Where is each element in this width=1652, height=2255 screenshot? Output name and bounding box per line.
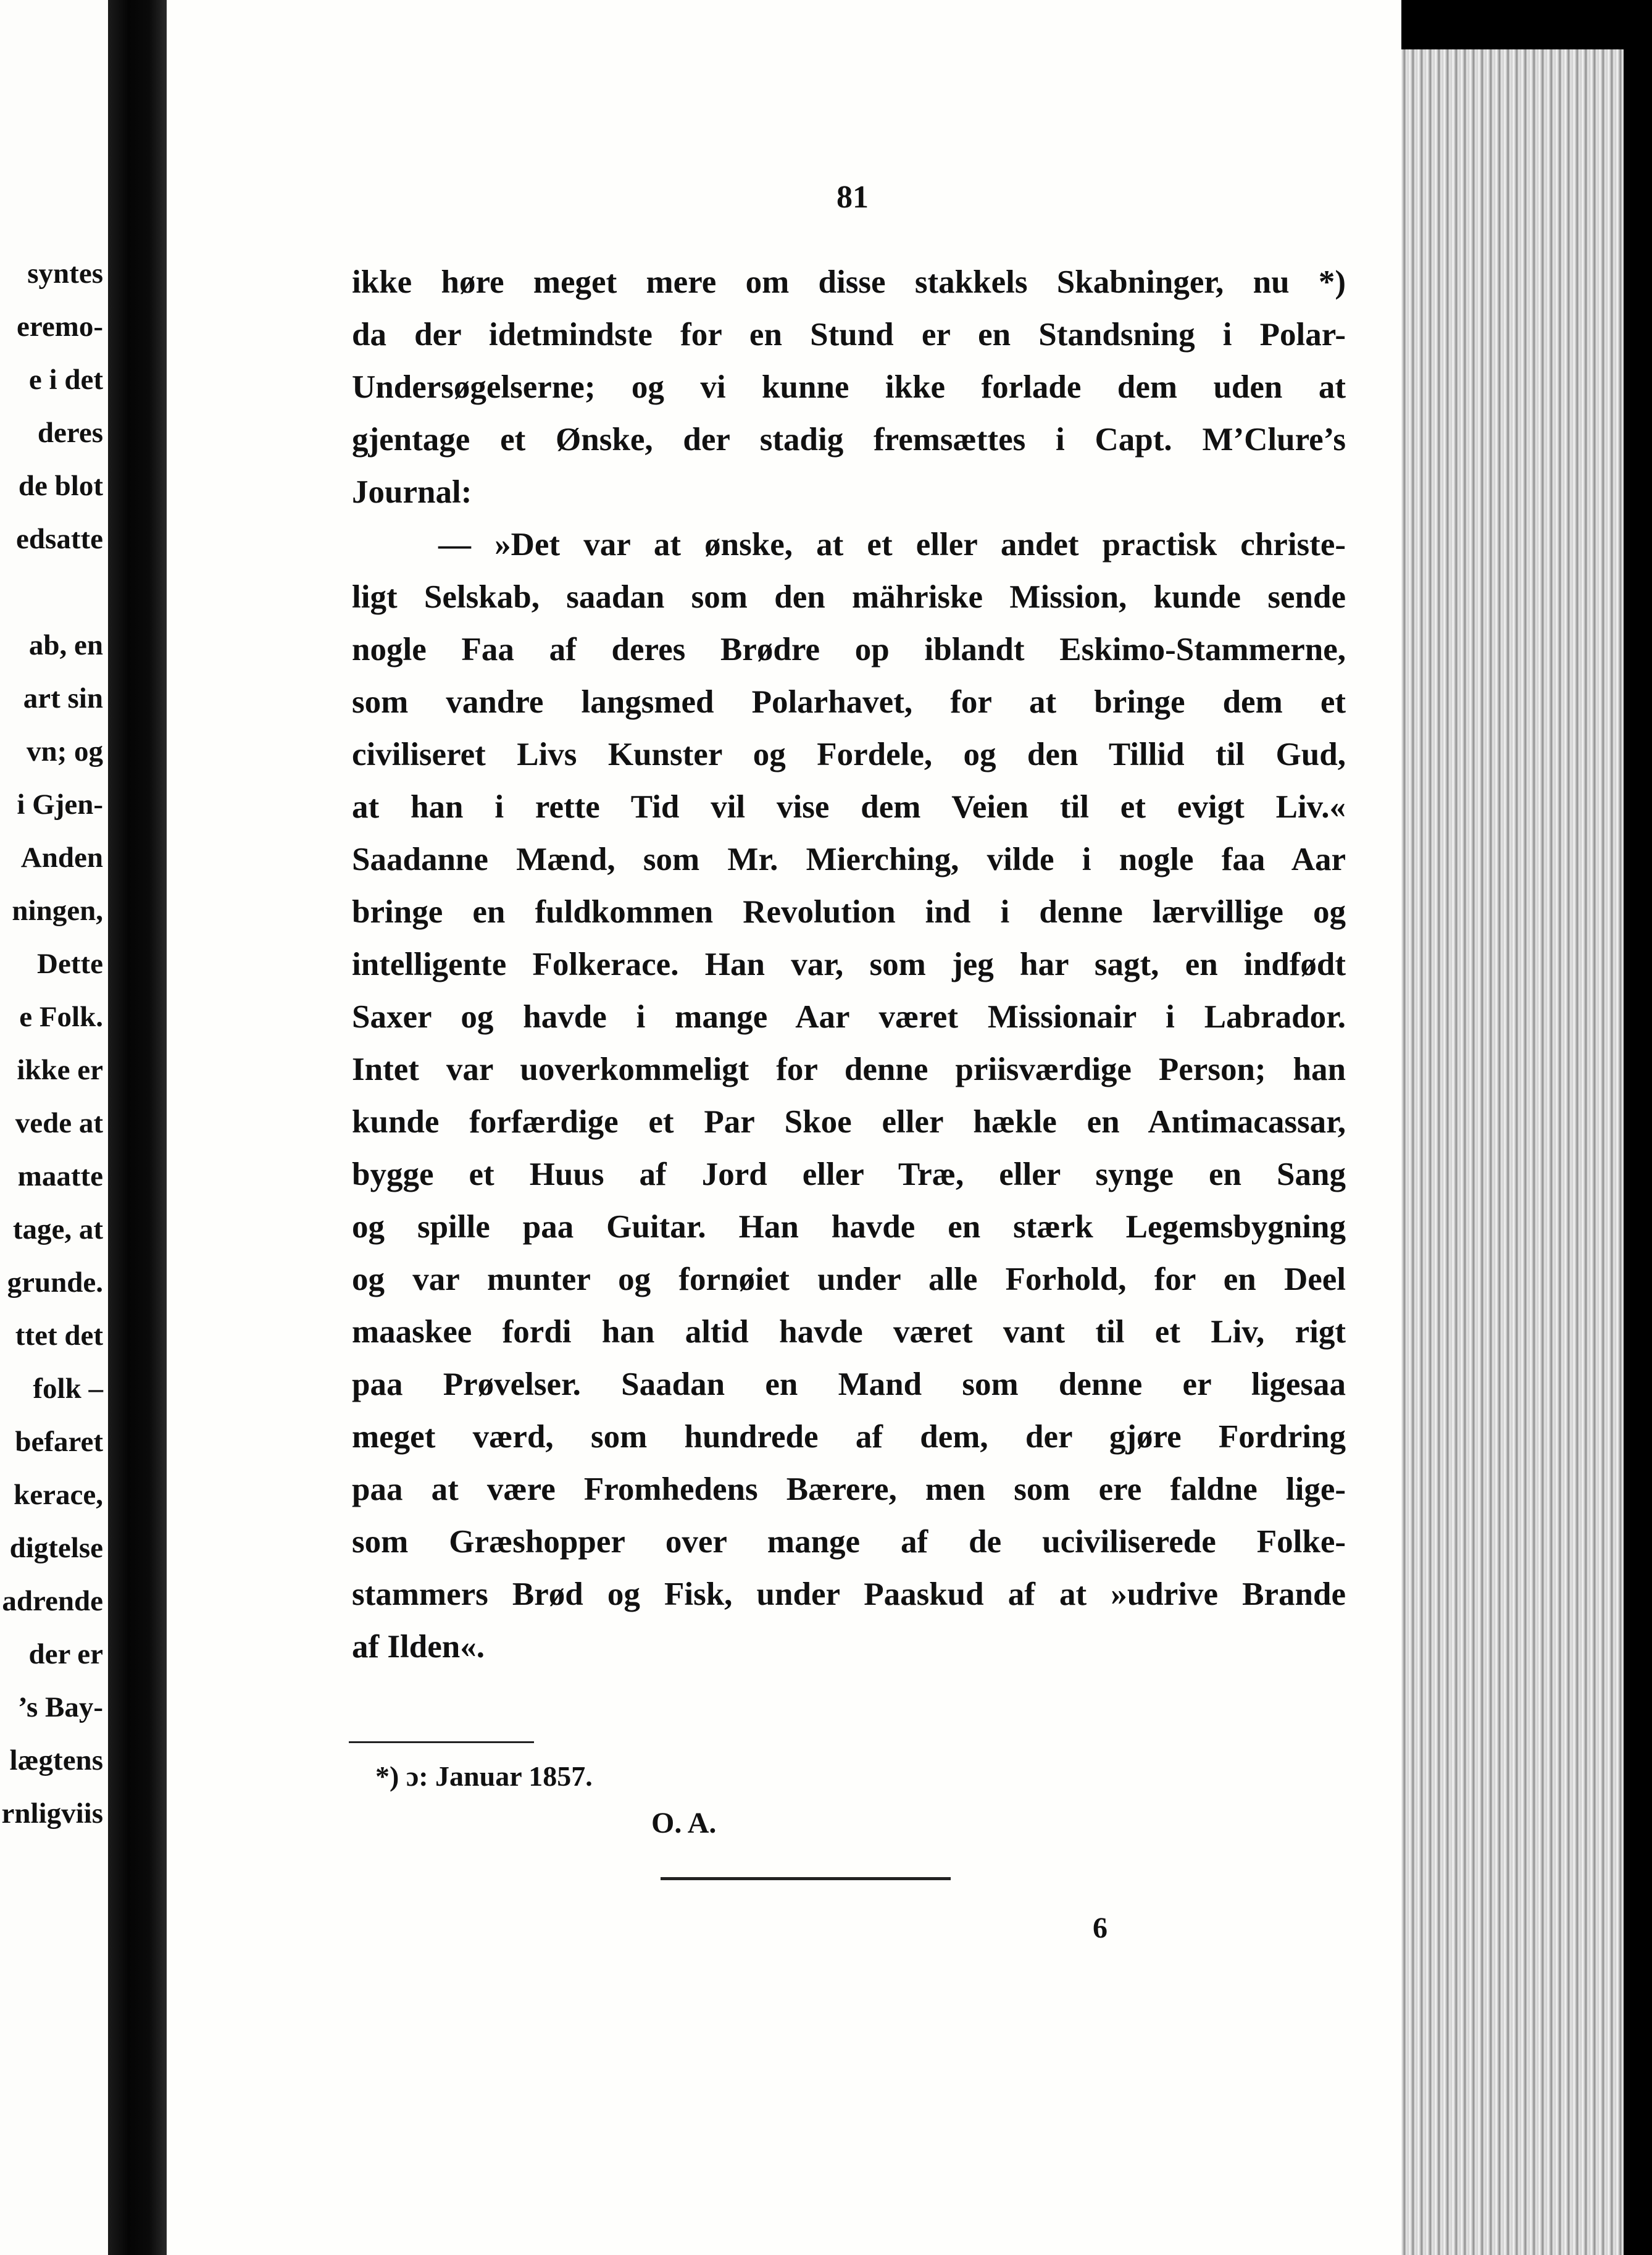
left-page-line: tage, at: [12, 1213, 103, 1245]
body-line: at han i rette Tid vil vise dem Veien til et evigt Liv.«: [352, 789, 1346, 825]
left-page-line: grunde.: [7, 1266, 103, 1299]
left-page-line: rnligviis: [1, 1797, 103, 1830]
body-line: som vandre langsmed Polarhavet, for at bringe dem et: [352, 684, 1346, 720]
left-page-line: de blot: [18, 470, 103, 502]
left-page-line: vn; og: [26, 735, 103, 768]
body-line: — »Det var at ønske, at et eller andet practisk christe-: [438, 527, 1346, 563]
book-gutter: [108, 0, 167, 2255]
left-page-line: eremo-: [16, 311, 103, 343]
left-page-line: deres: [37, 417, 103, 449]
background-top: [1401, 0, 1652, 49]
body-line: civiliseret Livs Kunster og Fordele, og den Tillid til Gud,: [352, 737, 1346, 772]
body-line: nogle Faa af deres Brødre op iblandt Eskimo-Stammerne,: [352, 632, 1346, 667]
page-stack-edge: [1401, 49, 1624, 2255]
body-line: Intet var uoverkommeligt for denne priisværdige Person; han: [352, 1052, 1346, 1087]
body-line: og var munter og fornøiet under alle Forhold, for en Deel: [352, 1261, 1346, 1297]
left-page-line: ab, en: [28, 629, 103, 661]
left-page-line: edsatte: [16, 523, 103, 555]
body-text: [352, 256, 1346, 1673]
left-page-line: e Folk.: [19, 1001, 103, 1033]
body-line: ligt Selskab, saadan som den mähriske Mission, kunde sende: [352, 579, 1346, 615]
body-line: paa at være Fromhedens Bærere, men som ere faldne lige-: [352, 1471, 1346, 1507]
left-page-line: ’s Bay-: [18, 1691, 103, 1723]
body-line: paa Prøvelser. Saadan en Mand som denne er ligesaa: [352, 1366, 1346, 1402]
body-line: intelligente Folkerace. Han var, som jeg har sagt, en indfødt: [352, 947, 1346, 982]
body-line: bringe en fuldkommen Revolution ind i denne lærvillige og: [352, 894, 1346, 930]
body-line: Saadanne Mænd, som Mr. Mierching, vilde i nogle faa Aar: [352, 842, 1346, 877]
left-page-line: Dette: [37, 948, 103, 980]
body-line: meget værd, som hundrede af dem, der gjøre Fordring: [352, 1419, 1346, 1455]
signature: O. A.: [651, 1807, 717, 1839]
footnote-rule: [349, 1741, 534, 1743]
left-page-fragment: [0, 0, 108, 2255]
body-line: bygge et Huus af Jord eller Træ, eller synge en Sang: [352, 1157, 1346, 1192]
body-line: maaskee fordi han altid havde været vant til et Liv, rigt: [352, 1314, 1346, 1350]
end-rule: [661, 1877, 951, 1880]
footnote: *) ɔ: Januar 1857.: [375, 1760, 593, 1792]
body-line: stammers Brød og Fisk, under Paaskud af at »udrive Brande: [352, 1576, 1346, 1612]
body-line: som Græshopper over mange af de uciviliserede Folke-: [352, 1524, 1346, 1560]
left-page-line: kerace,: [14, 1479, 103, 1511]
body-line: Journal:: [352, 474, 472, 510]
left-page-line: digtelse: [9, 1532, 103, 1564]
left-page-line: i Gjen-: [17, 789, 103, 821]
left-page-line: folk –: [33, 1373, 103, 1405]
left-page-line: ttet det: [15, 1320, 103, 1352]
body-line: ikke høre meget mere om disse stakkels Skabninger, nu *): [352, 264, 1346, 300]
body-line: gjentage et Ønske, der stadig fremsættes i Capt. M’Clure’s: [352, 422, 1346, 458]
body-line: og spille paa Guitar. Han havde en stærk Legemsbygning: [352, 1209, 1346, 1245]
left-page-line: der er: [28, 1638, 103, 1670]
page-number: 81: [836, 180, 869, 215]
signature-mark: 6: [1093, 1912, 1108, 1944]
background-right: [1624, 49, 1652, 2255]
body-line: kunde forfærdige et Par Skoe eller hækle en Antimacassar,: [352, 1104, 1346, 1140]
left-page-line: adrende: [2, 1585, 103, 1617]
body-line: Saxer og havde i mange Aar været Missionair i Labrador.: [352, 999, 1346, 1035]
book-page: [167, 0, 1414, 2255]
left-page-line: maatte: [17, 1160, 103, 1192]
left-page-line: befaret: [15, 1426, 103, 1458]
body-line: af Ilden«.: [352, 1629, 485, 1665]
left-page-line: ikke er: [17, 1054, 103, 1086]
left-page-line: lægtens: [9, 1744, 103, 1776]
left-page-line: ningen,: [12, 895, 103, 927]
left-page-line: syntes: [27, 257, 103, 290]
body-line: da der idetmindste for en Stund er en Standsning i Polar-: [352, 317, 1346, 353]
left-page-line: vede at: [15, 1107, 103, 1139]
left-page-line: art sin: [23, 682, 103, 714]
left-page-line: e i det: [28, 364, 103, 396]
left-page-line: Anden: [20, 842, 103, 874]
body-line: Undersøgelserne; og vi kunne ikke forlade dem uden at: [352, 369, 1346, 405]
